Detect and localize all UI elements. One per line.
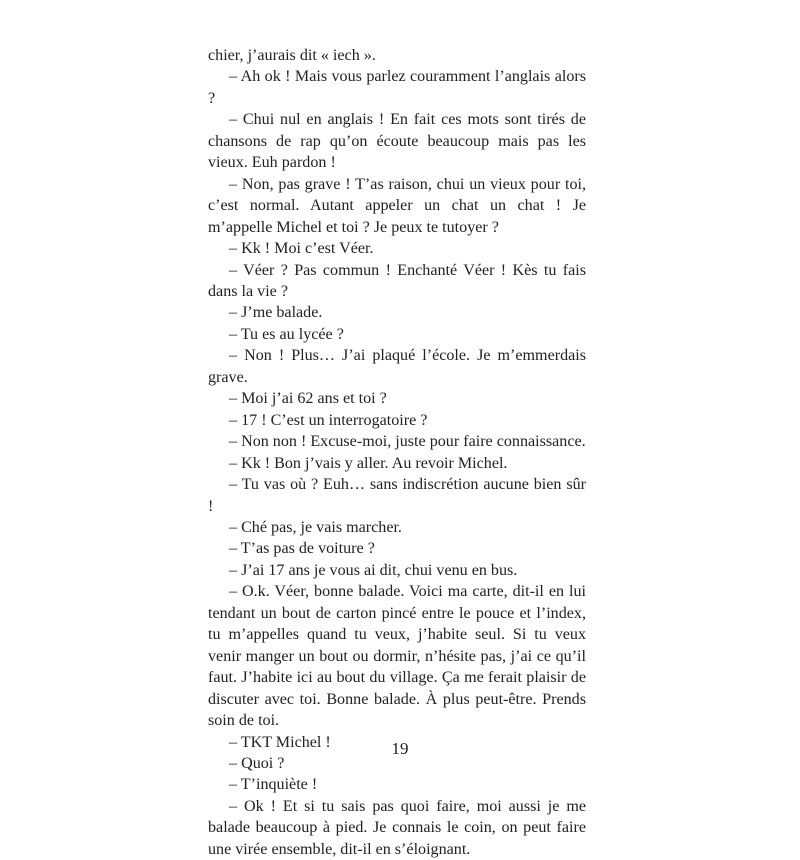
page-number: 19: [391, 739, 409, 758]
dialogue-line: – Véer ? Pas commun ! Enchanté Véer ! Kès tu fais dans la vie ?: [208, 261, 586, 300]
dialogue-line: – T’as pas de voiture ?: [229, 540, 375, 558]
dialogue-line: – T’inquiète !: [229, 776, 318, 794]
dialogue-line: – Non, pas grave ! T’as raison, chui un vieux pour toi, c’est normal. Autant appeler un chat un chat ! Je m’appelle Michel et toi ? Je peux te tutoyer ?: [208, 175, 586, 236]
dialogue-line: – Non ! Plus… J’ai plaqué l’école. Je m’emmerdais grave.: [208, 347, 586, 386]
dialogue-line: – Kk ! Moi c’est Véer.: [229, 240, 374, 258]
dialogue-line: – Ok ! Et si tu sais pas quoi faire, moi aussi je me balade beaucoup à pied. Je connais le coin, on peut faire une virée ensemble, dit-il en s’éloignant.: [208, 797, 586, 858]
dialogue-line: – Kk ! Bon j’vais y aller. Au revoir Michel.: [229, 454, 508, 472]
paragraph-continuation: chier, j’aurais dit « iech ».: [208, 47, 376, 64]
dialogue-line: – Chui nul en anglais ! En fait ces mots sont tirés de chansons de rap qu’on écoute beaucoup mais pas les vieux. Euh pardon !: [208, 111, 586, 172]
dialogue-line: – Tu es au lycée ?: [229, 325, 344, 343]
dialogue-line: – Quoi ?: [229, 754, 285, 772]
dialogue-line: – Tu vas où ? Euh… sans indiscrétion aucune bien sûr !: [208, 476, 586, 515]
dialogue-line: – 17 ! C’est un interrogatoire ?: [229, 411, 428, 429]
dialogue-line: – Non non ! Excuse-moi, juste pour faire connaissance.: [229, 433, 586, 451]
dialogue-line: – Moi j’ai 62 ans et toi ?: [229, 390, 387, 408]
dialogue-line: – J’me balade.: [229, 304, 323, 322]
dialogue-line: – Ché pas, je vais marcher.: [229, 518, 402, 536]
dialogue-line: – TKT Michel !: [229, 733, 331, 751]
dialogue-line: – Ah ok ! Mais vous parlez couramment l’anglais alors ?: [208, 68, 586, 107]
dialogue-line: – O.k. Véer, bonne balade. Voici ma carte, dit-il en lui tendant un bout de carton pincé entre le pouce et l’index, tu m’appelles quand tu veux, j’habite seul. Si tu veux venir manger un bout ou dormir, n’hésite pas, j’ai ce qu’il faut. J’habite ici au bout du village. Ça me ferait plaisir de discuter avec toi. Bonne balade. À plus peut-être. Prends soin de toi.: [208, 583, 586, 730]
dialogue-line: – J’ai 17 ans je vous ai dit, chui venu en bus.: [229, 561, 518, 579]
